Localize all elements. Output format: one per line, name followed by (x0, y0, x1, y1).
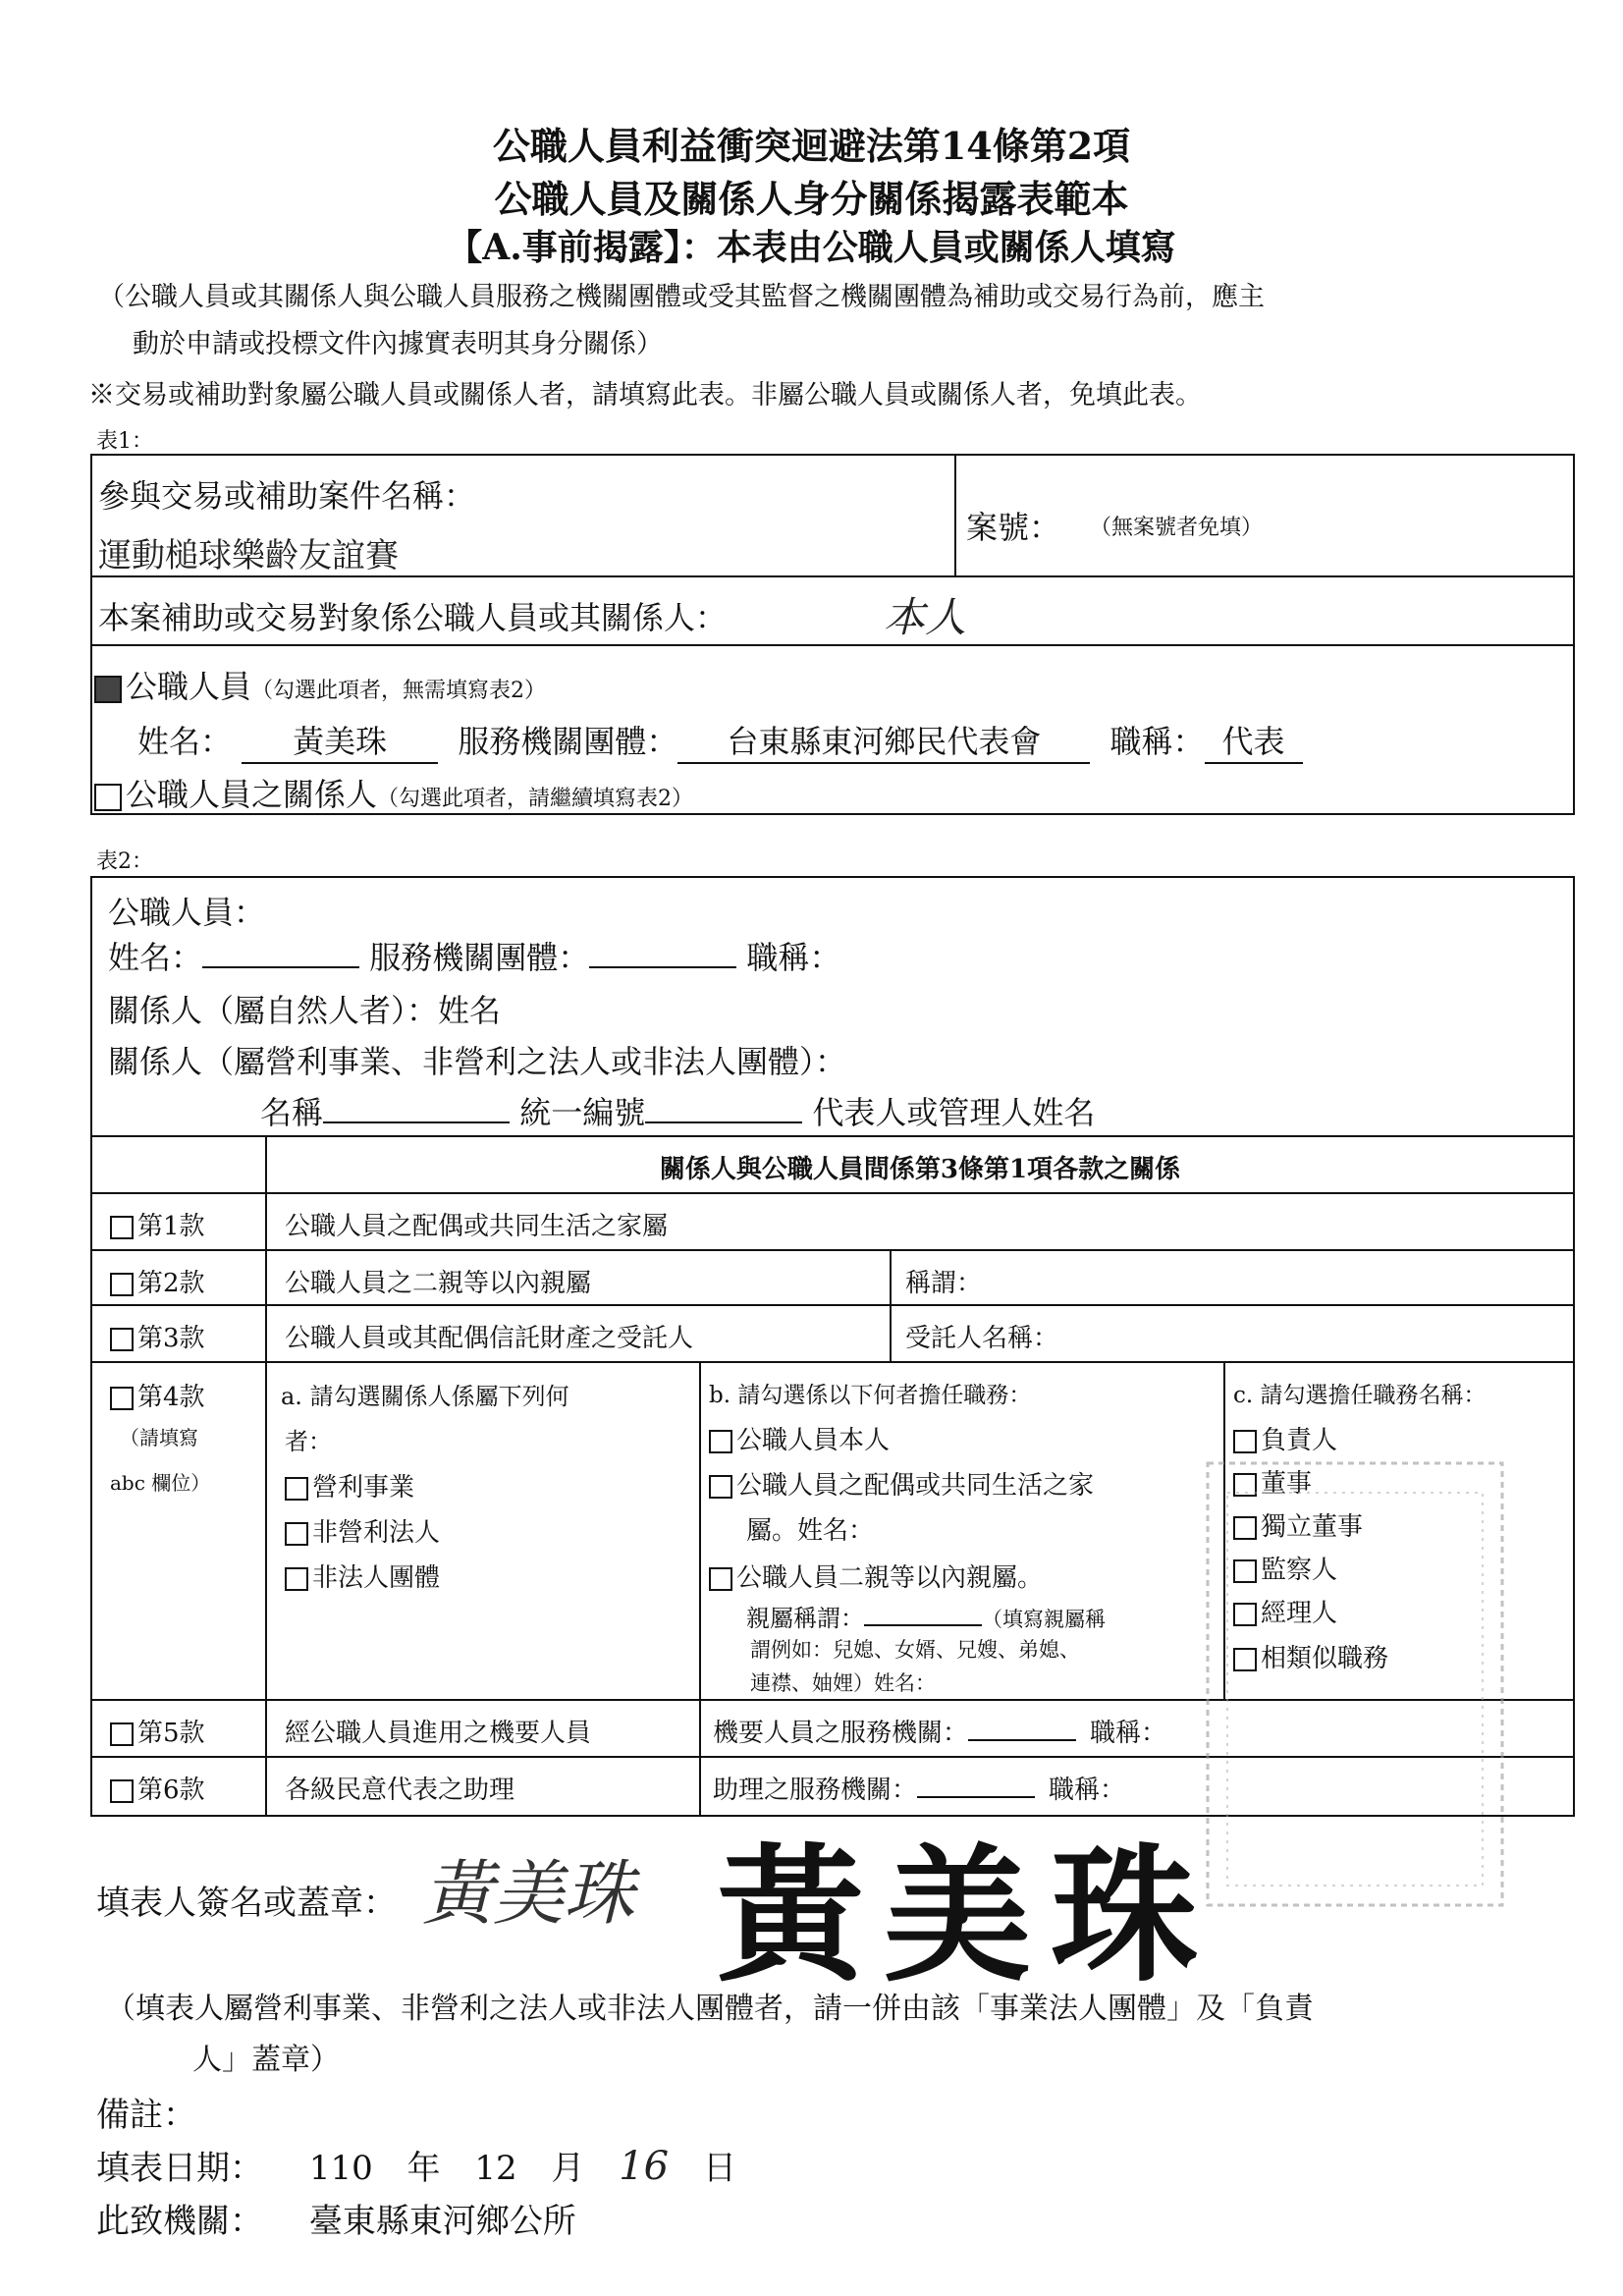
col-a-opt-2-label: 非營利法人 (312, 1518, 441, 1548)
item6-option[interactable] (110, 1770, 205, 1806)
t2-org-id-field[interactable] (645, 1121, 802, 1123)
col-a-opt-3-checkbox[interactable] (285, 1567, 308, 1591)
to-agency: 臺東縣東河鄉公所 (308, 2202, 576, 2241)
date-row (96, 2141, 736, 2189)
relative-option-note: （勾選此項者，請繼續填寫表2） (377, 787, 694, 811)
item1-option[interactable] (110, 1206, 205, 1242)
col-c-opt-4-label: 監察人 (1261, 1556, 1338, 1585)
col-b-opt-1-checkbox[interactable] (709, 1430, 732, 1453)
col-a-opt-2-checkbox[interactable] (285, 1522, 308, 1546)
official-title-label: 職稱： (1109, 723, 1205, 760)
t2-official-row (108, 933, 840, 978)
official-option-note: （勾選此項者，無需填寫表2） (251, 679, 547, 703)
official-option-label: 公職人員 (126, 668, 252, 705)
relative-option[interactable] (94, 770, 693, 815)
col-b-opt-3[interactable] (709, 1558, 1043, 1594)
to-label: 此致機關： (96, 2202, 263, 2241)
item6-extra: 助理之服務機關： (713, 1776, 918, 1805)
date-day[interactable]: 16 (619, 2144, 670, 2189)
t2-agency-label: 服務機關團體： (369, 939, 590, 976)
relative-option-label: 公職人員之關係人 (126, 776, 378, 813)
item5-option[interactable] (110, 1713, 205, 1749)
t2-org-rep-label: 代表人或管理人姓名 (812, 1094, 1096, 1131)
item2-desc: 公職人員之二親等以內親屬 (285, 1269, 592, 1298)
to-row (96, 2194, 576, 2242)
t2-org-row (260, 1088, 1095, 1133)
col-b-opt-3b-row (746, 1599, 1106, 1633)
table2-label: 表2： (96, 849, 153, 874)
col-b-opt-3b: 親屬稱謂： (746, 1605, 864, 1632)
official-agency-label: 服務機關團體： (458, 723, 678, 760)
col-c-opt-5-label: 經理人 (1261, 1599, 1338, 1628)
col-b-opt-3-checkbox[interactable] (709, 1567, 732, 1591)
col-b-opt-3d: 謂例如：兒媳、女婿、兄嫂、弟媳、 (750, 1638, 1080, 1662)
col-a-opt-3-label: 非法人團體 (312, 1563, 441, 1593)
seal-stamp: 黃美珠 (717, 1830, 1218, 2002)
form-title-disclosure: 公職人員及關係人身分關係揭露表範本 (494, 177, 1129, 221)
official-agency-value[interactable]: 台東縣東河鄉民代表會 (677, 717, 1090, 764)
item3-checkbox[interactable] (110, 1328, 134, 1351)
item3-extra: 受託人名稱： (905, 1324, 1059, 1353)
t2-org-name-label: 名稱 (260, 1094, 324, 1131)
table1-label: 表1： (96, 429, 153, 454)
col-b-opt-2-label: 公職人員之配偶或共同生活之家 (736, 1471, 1095, 1501)
t2-natural-label: 關係人（屬自然人者）：姓名 (108, 992, 502, 1029)
col-b-opt-3-label: 公職人員二親等以內親屬。 (736, 1563, 1044, 1593)
seal-impression-icon (1198, 1453, 1522, 1925)
date-month-unit: 月 (551, 2149, 585, 2188)
item3-option[interactable] (110, 1318, 205, 1354)
col-c-opt-1-checkbox[interactable] (1233, 1430, 1257, 1453)
official-checkbox[interactable] (94, 676, 122, 703)
item3-label: 第3款 (137, 1324, 205, 1353)
form-title-section: 【A.事前揭露】：本表由公職人員或關係人填寫 (447, 227, 1176, 268)
item1-label: 第1款 (137, 1212, 205, 1241)
target-label: 本案補助或交易對象係公職人員或其關係人： (98, 599, 728, 636)
col-c-opt-1[interactable] (1233, 1420, 1337, 1456)
col-b-opt-2-checkbox[interactable] (709, 1475, 732, 1499)
date-year-unit: 年 (406, 2149, 441, 2188)
t2-name-label: 姓名： (108, 939, 203, 976)
t2-org-id-label: 統一編號 (519, 1094, 646, 1131)
item4-note-1: （請填寫 (120, 1426, 198, 1449)
col-a-title-1: a. 請勾選關係人係屬下列何 (281, 1383, 569, 1410)
col-c-opt-6-label: 相類似職務 (1261, 1644, 1389, 1673)
item2-option[interactable] (110, 1263, 205, 1299)
col-b-opt-3e: 連襟、妯娌）姓名： (750, 1671, 936, 1695)
item4-option[interactable] (110, 1377, 205, 1413)
t2-org-name-field[interactable] (323, 1121, 510, 1123)
col-a-opt-1-label: 營利事業 (312, 1473, 415, 1503)
item5-checkbox[interactable] (110, 1722, 134, 1746)
t2-org-label: 關係人（屬營利事業、非營利之法人或非法人團體）： (108, 1043, 847, 1080)
official-option[interactable] (94, 662, 546, 707)
notice-text: ※交易或補助對象屬公職人員或關係人者，請填寫此表。非屬公職人員或關係人者，免填此表。 (88, 380, 1202, 410)
rel-table-header: 關係人與公職人員間係第3條第1項各款之關係 (659, 1155, 1181, 1184)
item1-desc: 公職人員之配偶或共同生活之家屬 (285, 1212, 669, 1241)
item4-label: 第4款 (137, 1383, 205, 1412)
item2-checkbox[interactable] (110, 1273, 134, 1296)
date-day-unit: 日 (702, 2149, 736, 2188)
date-label: 填表日期： (96, 2149, 263, 2188)
form-title-law: 公職人員利益衝突迴避法第14條第2項 (492, 124, 1131, 168)
col-b-opt-1[interactable] (709, 1420, 890, 1456)
date-month[interactable]: 12 (474, 2149, 517, 2188)
t2-title-label: 職稱： (746, 939, 841, 976)
item5-desc: 經公職人員進用之機要人員 (285, 1719, 592, 1748)
col-b-relation-field[interactable] (864, 1624, 982, 1626)
signature-handwritten[interactable]: 黃美珠 (422, 1852, 635, 1935)
date-year[interactable]: 110 (308, 2149, 373, 2188)
item6-label: 第6款 (137, 1776, 205, 1805)
item6-extra2: 職稱： (1049, 1776, 1126, 1805)
intro-text-1: （公職人員或其關係人與公職人員服務之機關團體或受其監督之機關團體為補助或交易行為前，應主 (98, 282, 1265, 312)
col-a-opt-2[interactable] (285, 1512, 440, 1549)
item4-note-2: abc 欄位） (110, 1471, 211, 1495)
item3-desc: 公職人員或其配偶信託財產之受託人 (285, 1324, 694, 1353)
item6-desc: 各級民意代表之助理 (285, 1776, 515, 1805)
col-a-opt-3[interactable] (285, 1558, 440, 1594)
case-name-label: 參與交易或補助案件名稱： (98, 477, 476, 515)
case-no-label: 案號： (966, 509, 1061, 546)
col-c-opt-3-label: 獨立董事 (1261, 1512, 1364, 1542)
col-b-title: b. 請勾選係以下何者擔任職務： (709, 1383, 1032, 1408)
item6-checkbox[interactable] (110, 1779, 134, 1803)
t2-agency-field[interactable] (589, 966, 736, 968)
item5-label: 第5款 (137, 1719, 205, 1748)
col-b-opt-2[interactable] (709, 1465, 1094, 1502)
item5-extra: 機要人員之服務機關： (713, 1719, 969, 1748)
t2-official-label: 公職人員： (108, 894, 266, 931)
col-a-opt-1-checkbox[interactable] (285, 1477, 308, 1501)
t2-name-field[interactable] (202, 966, 359, 968)
case-name-value[interactable]: 運動槌球樂齡友誼賽 (98, 536, 399, 575)
intro-text-2: 動於申請或投標文件內據實表明其身分關係） (133, 329, 663, 359)
col-c-title: c. 請勾選擔任職務名稱： (1233, 1383, 1487, 1408)
sign-label: 填表人簽名或蓋章： (96, 1884, 397, 1923)
col-b-opt-2b: 屬。姓名： (746, 1516, 875, 1546)
case-no-note: （無案號者免填） (1090, 516, 1264, 540)
official-name-row (137, 717, 1303, 764)
col-a-title-2: 者： (285, 1428, 332, 1455)
target-value[interactable]: 本人 (884, 593, 967, 641)
relative-checkbox[interactable] (94, 784, 122, 811)
item2-extra: 稱謂： (905, 1269, 983, 1298)
official-title-value[interactable]: 代表 (1205, 717, 1303, 764)
col-c-opt-1-label: 負責人 (1261, 1426, 1338, 1455)
note-text-1: （填表人屬營利事業、非營利之法人或非法人團體者，請一併由該「事業法人團體」及「負責 (106, 1992, 1314, 2026)
col-c-opt-2-label: 董事 (1261, 1469, 1313, 1499)
official-name-label: 姓名： (137, 723, 233, 760)
item2-label: 第2款 (137, 1269, 205, 1298)
col-a-opt-1[interactable] (285, 1467, 414, 1503)
item5-agency-field[interactable] (968, 1739, 1076, 1741)
item1-checkbox[interactable] (110, 1216, 134, 1239)
col-b-opt-1-label: 公職人員本人 (736, 1426, 891, 1455)
remarks-label: 備註： (96, 2096, 196, 2135)
col-b-opt-3c: （填寫親屬稱 (982, 1608, 1106, 1631)
note-text-2: 人」蓋章） (192, 2043, 340, 2077)
item5-extra-row (713, 1713, 1166, 1749)
official-name-value[interactable]: 黃美珠 (242, 717, 438, 764)
item5-extra2: 職稱： (1090, 1719, 1167, 1748)
item4-checkbox[interactable] (110, 1387, 134, 1410)
